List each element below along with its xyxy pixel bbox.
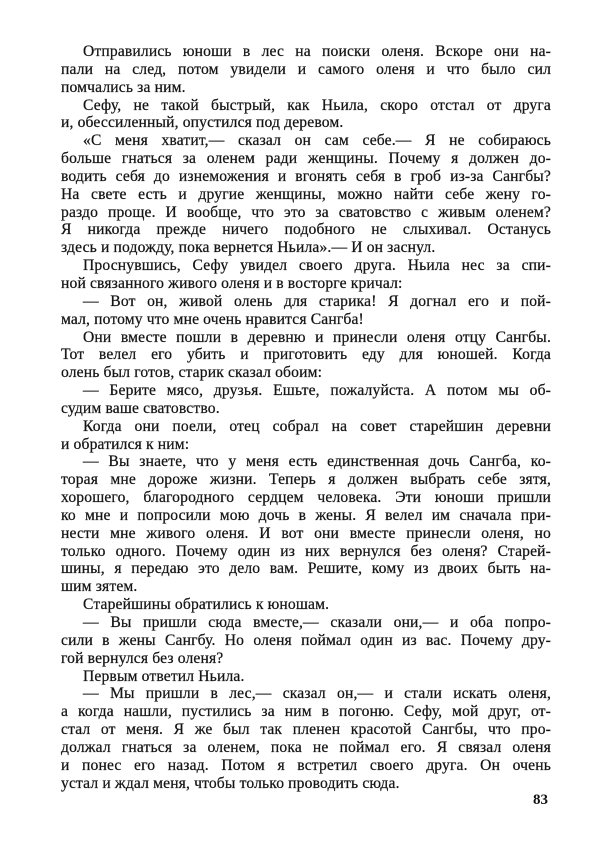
text-line: — Берите мясо, друзья. Ешьте, пожалуйста. А потом мы об- bbox=[83, 382, 551, 400]
text-line: сили в жены Сангбу. Но оленя поймал один из вас. Почему дру- bbox=[61, 631, 551, 649]
text-line: Старейшины обратились к юношам. bbox=[83, 596, 330, 614]
text-line: стал от меня. Я же был так пленен красотой Сангбы, что про- bbox=[61, 721, 551, 739]
text-line: Тот велел его убить и приготовить еду для юношей. Когда bbox=[61, 346, 551, 364]
text-line: олень был готов, старик сказал обоим: bbox=[61, 364, 323, 382]
text-line: больше гнаться за оленем ради женщины. Почему я должен до- bbox=[61, 150, 551, 168]
text-line: только одного. Почему один из них вернулся без оленя? Старей- bbox=[61, 542, 551, 560]
text-line: торая мне дороже жизни. Теперь я должен выбрать себе зятя, bbox=[61, 471, 551, 489]
page-body-text bbox=[61, 43, 551, 792]
text-line: и обратился к ним: bbox=[61, 435, 190, 453]
text-line: ной связанного живого оленя и в восторге кричал: bbox=[61, 274, 403, 292]
text-line: Отправились юноши в лес на поиски оленя. Вскоре они на- bbox=[83, 43, 551, 60]
text-line: — Мы пришли в лес,— сказал он,— и стали искать оленя, bbox=[83, 685, 551, 703]
page-number: 83 bbox=[533, 792, 548, 808]
text-line: и, обессиленный, опустился под деревом. bbox=[61, 114, 344, 132]
text-line: должал гнаться за оленем, пока не поймал его. Я связал оленя bbox=[61, 738, 551, 756]
text-line: Проснувшись, Сефу увидел своего друга. Ньила нес за спи- bbox=[83, 257, 551, 275]
text-line: водить себя до изнеможения и вгонять себя в гроб из-за Сангбы? bbox=[61, 167, 551, 185]
text-line: «С меня хватит,— сказал он сам себе.— Я не собираюсь bbox=[83, 132, 551, 150]
text-line: Первым ответил Ньила. bbox=[83, 667, 245, 685]
text-line: мал, потому что мне очень нравится Сангба! bbox=[61, 310, 364, 328]
text-line: хорошего, благородного сердцем человека. Эти юноши пришли bbox=[61, 489, 551, 507]
text-line: Когда они поели, отец собрал на совет старейшин деревни bbox=[83, 417, 551, 435]
text-line: шим зятем. bbox=[61, 578, 138, 596]
text-line: судим ваше сватовство. bbox=[61, 399, 220, 417]
text-line: ко мне и попросили мою дочь в жены. Я велел им сначала при- bbox=[61, 506, 551, 524]
text-line: раздо проще. И вообще, что это за сватовство с живым оленем? bbox=[61, 203, 551, 221]
text-line: Сефу, не такой быстрый, как Ньила, скоро отстал от друга bbox=[83, 96, 551, 114]
text-line: устал и ждал меня, чтобы только проводить сюда. bbox=[61, 774, 400, 792]
text-line: и понес его назад. Потом я встретил своего друга. Он очень bbox=[61, 756, 551, 774]
text-line: помчались за ним. bbox=[61, 78, 186, 96]
text-line: а когда нашли, пустились за ним в погоню. Сефу, мой друг, от- bbox=[61, 703, 551, 721]
text-line: гой вернулся без оленя? bbox=[61, 649, 224, 667]
text-line: — Вот он, живой олень для старика! Я догнал его и пой- bbox=[83, 292, 551, 310]
text-line: здесь и подожду, пока вернется Ньила».— И он заснул. bbox=[61, 239, 436, 257]
text-line: — Вы пришли сюда вместе,— сказали они,— и оба попро- bbox=[83, 614, 551, 631]
text-line: Они вместе пошли в деревню и принесли оленя отцу Сангбы. bbox=[83, 328, 551, 346]
text-line: — Вы знаете, что у меня есть единственная дочь Сангба, ко- bbox=[83, 453, 551, 471]
text-line: На свете есть и другие женщины, можно найти себе жену го- bbox=[61, 185, 551, 203]
text-line: Я никогда прежде ничего подобного не слыхивал. Останусь bbox=[61, 221, 551, 239]
text-line: шины, я передаю это дело вам. Решите, кому из двоих быть на- bbox=[61, 560, 551, 578]
text-line: нести мне живого оленя. И вот они вместе принесли оленя, но bbox=[61, 524, 551, 542]
text-line: пали на след, потом увидели и самого оленя и что было сил bbox=[61, 60, 551, 78]
